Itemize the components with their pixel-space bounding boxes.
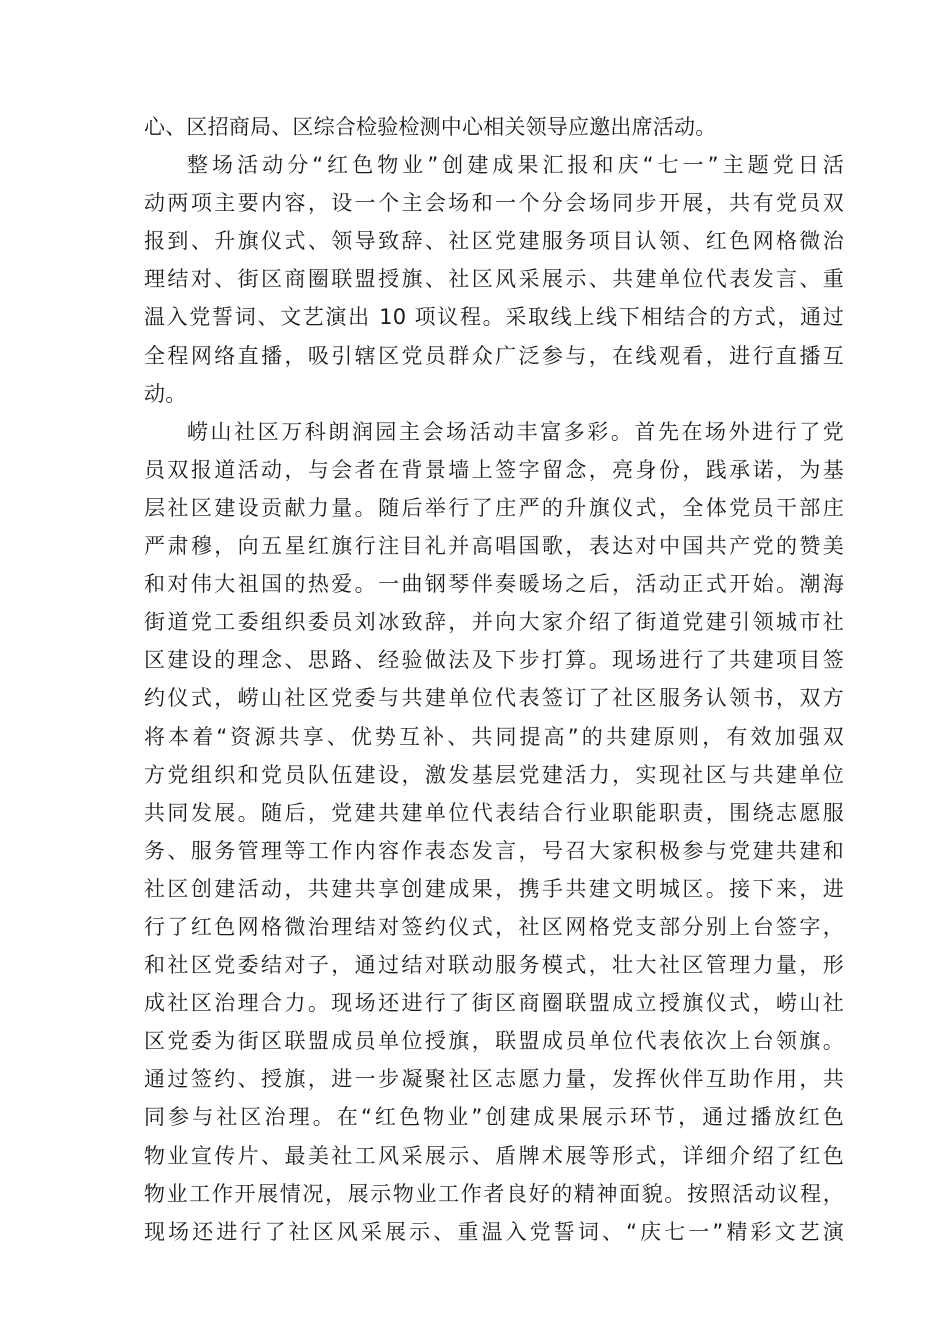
text-line: 心、区招商局、区综合检验检测中心相关领导应邀出席活动。 <box>144 115 717 139</box>
paragraph-start-line: 整场活动分“红色物业”创建成果汇报和庆“七一”主题党日活 <box>187 153 844 178</box>
text-line: 成社区治理合力。现场还进行了街区商圈联盟成立授旗仪式，崂山社 <box>144 991 844 1016</box>
body-text <box>144 108 844 1251</box>
text-line: 动两项主要内容，设一个主会场和一个分会场同步开展，共有党员双 <box>144 191 844 216</box>
paragraph-start-line: 崂山社区万科朗润园主会场活动丰富多彩。首先在场外进行了党 <box>187 419 844 444</box>
text-line: 区建设的理念、思路、经验做法及下步打算。现场进行了共建项目签 <box>144 648 844 673</box>
text-line: 街道党工委组织委员刘冰致辞，并向大家介绍了街道党建引领城市社 <box>144 610 844 635</box>
text-line: 全程网络直播，吸引辖区党员群众广泛参与，在线观看，进行直播互 <box>144 343 844 368</box>
text-line: 温入党誓词、文艺演出 10 项议程。采取线上线下相结合的方式，通过 <box>144 305 844 330</box>
text-line: 将本着“资源共享、优势互补、共同提高”的共建原则，有效加强双 <box>144 724 844 749</box>
text-line: 共同发展。随后，党建共建单位代表结合行业职能职责，围绕志愿服 <box>144 800 844 825</box>
text-line: 严肃穆，向五星红旗行注目礼并高唱国歌，表达对中国共产党的赞美 <box>144 534 844 559</box>
text-line: 动。 <box>144 381 187 406</box>
text-line: 约仪式，崂山社区党委与共建单位代表签订了社区服务认领书，双方 <box>144 686 844 711</box>
text-line: 物业工作开展情况，展示物业工作者良好的精神面貌。按照活动议程， <box>144 1181 844 1206</box>
text-line: 物业宣传片、最美社工风采展示、盾牌术展等形式，详细介绍了红色 <box>144 1143 844 1168</box>
text-line: 社区创建活动，共建共享创建成果，携手共建文明城区。接下来，进 <box>144 876 844 901</box>
text-line: 和社区党委结对子，通过结对联动服务模式，壮大社区管理力量，形 <box>144 953 844 978</box>
text-line: 方党组织和党员队伍建设，激发基层党建活力，实现社区与共建单位 <box>144 762 844 787</box>
text-line: 通过签约、授旗，进一步凝聚社区志愿力量，发挥伙伴互助作用，共 <box>144 1067 844 1092</box>
text-line: 行了红色网格微治理结对签约仪式，社区网格党支部分别上台签字， <box>144 914 844 939</box>
text-line: 和对伟大祖国的热爱。一曲钢琴伴奏暖场之后，活动正式开始。潮海 <box>144 572 844 597</box>
text-line: 同参与社区治理。在“红色物业”创建成果展示环节，通过播放红色 <box>144 1105 844 1130</box>
text-line: 区党委为街区联盟成员单位授旗，联盟成员单位代表依次上台领旗。 <box>144 1029 844 1054</box>
text-line: 层社区建设贡献力量。随后举行了庄严的升旗仪式，全体党员干部庄 <box>144 495 844 520</box>
text-line: 理结对、街区商圈联盟授旗、社区风采展示、共建单位代表发言、重 <box>144 267 844 292</box>
text-line: 报到、升旗仪式、领导致辞、社区党建服务项目认领、红色网格微治 <box>144 229 844 254</box>
text-line: 务、服务管理等工作内容作表态发言，号召大家积极参与党建共建和 <box>144 838 844 863</box>
text-line: 员双报道活动，与会者在背景墙上签字留念，亮身份，践承诺，为基 <box>144 457 844 482</box>
text-line: 现场还进行了社区风采展示、重温入党誓词、“庆七一”精彩文艺演 <box>144 1219 844 1244</box>
